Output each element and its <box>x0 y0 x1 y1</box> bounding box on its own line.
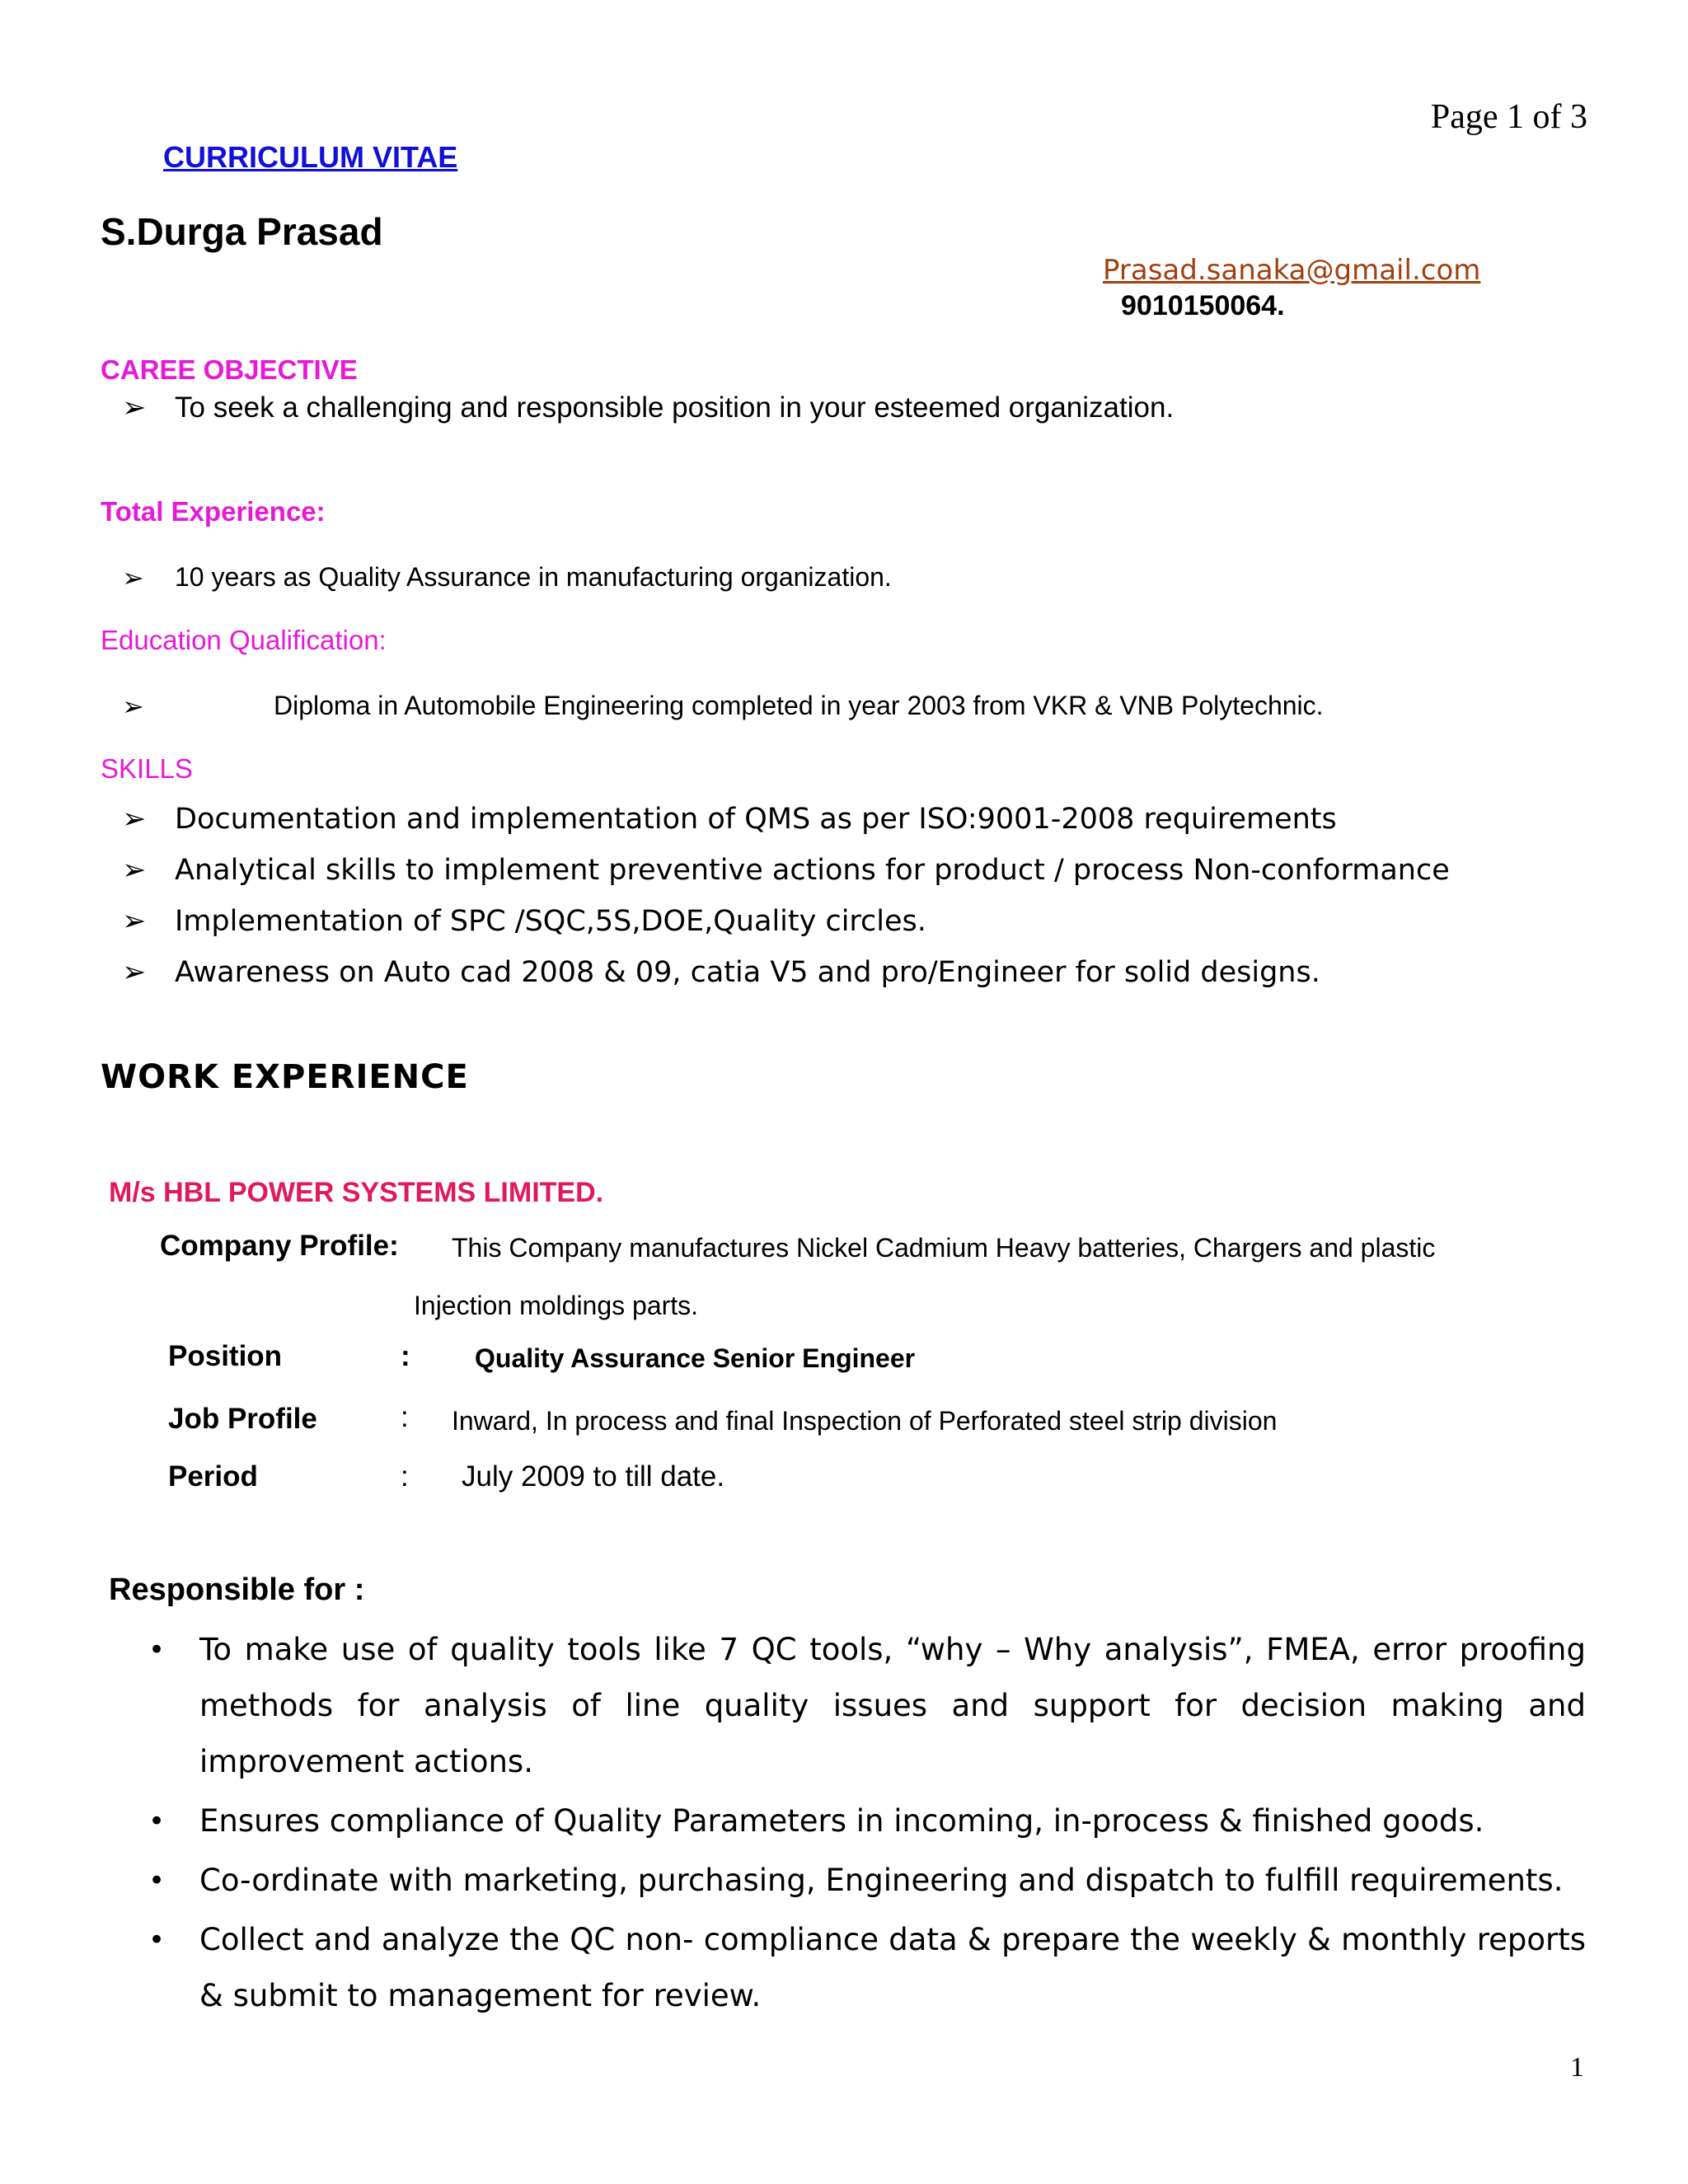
arrow-bullet-icon: ➢ <box>122 956 147 989</box>
responsibilities-list <box>142 1622 1586 2027</box>
arrow-bullet-icon: ➢ <box>122 803 147 836</box>
skill-text: Awareness on Auto cad 2008 & 09, catia V5 and pro/Engineer for solid designs. <box>175 956 1320 989</box>
page-number: 1 <box>1570 2052 1584 2083</box>
position-value: Quality Assurance Senior Engineer <box>475 1343 916 1373</box>
phone-number: 9010150064. <box>1121 290 1285 321</box>
objective-text: To seek a challenging and responsible position in your esteemed organization. <box>175 391 1175 424</box>
round-bullet-icon: • <box>148 1805 166 1838</box>
responsibility-item <box>142 1793 1586 1849</box>
period-colon: : <box>401 1460 409 1493</box>
skills-heading: SKILLS <box>101 753 193 784</box>
job-profile-value: Inward, In process and final Inspection of Perforated steel strip division <box>452 1406 1278 1436</box>
experience-text: 10 years as Quality Assurance in manufacturing organization. <box>175 562 892 592</box>
responsibility-item <box>142 1622 1586 1790</box>
arrow-bullet-icon: ➢ <box>122 905 147 938</box>
page-indicator: Page 1 of 3 <box>1430 98 1587 136</box>
job-profile-colon: : <box>401 1401 409 1433</box>
period-label: Period <box>168 1460 258 1493</box>
company-profile-label: Company Profile: <box>160 1230 399 1262</box>
period-value: July 2009 to till date. <box>462 1460 725 1493</box>
responsibility-text: Co-ordinate with marketing, purchasing, Engineering and dispatch to fulfill requirements. <box>199 1863 1564 1898</box>
arrow-bullet-icon: ➢ <box>122 562 144 593</box>
arrow-bullet-icon: ➢ <box>122 691 144 722</box>
education-heading: Education Qualification: <box>101 625 387 655</box>
responsibilities-heading: Responsible for : <box>109 1572 365 1607</box>
position-label: Position <box>168 1340 283 1372</box>
company-profile-text-continued: Injection moldings parts. <box>414 1291 699 1320</box>
responsibility-item <box>142 1853 1586 1909</box>
arrow-bullet-icon: ➢ <box>122 854 147 887</box>
skill-text: Implementation of SPC /SQC,5S,DOE,Quality circles. <box>175 905 926 938</box>
objective-heading: CAREE OBJECTIVE <box>101 354 358 385</box>
arrow-bullet-icon: ➢ <box>122 391 147 424</box>
responsibility-text: Collect and analyze the QC non- compliance data & prepare the weekly & monthly reports & submit to management for review. <box>199 1922 1586 2013</box>
responsibility-text: To make use of quality tools like 7 QC tools, “why – Why analysis”, FMEA, error proofing methods for analysis of line quality issues and support for decision making and improvement actions. <box>199 1632 1586 1779</box>
responsibility-text: Ensures compliance of Quality Parameters in incoming, in-process & finished goods. <box>199 1803 1484 1839</box>
total-experience-heading: Total Experience: <box>101 496 326 527</box>
round-bullet-icon: • <box>148 1864 166 1897</box>
job-profile-label: Job Profile <box>168 1403 317 1435</box>
company-name: M/s HBL POWER SYSTEMS LIMITED. <box>109 1177 604 1208</box>
email-link[interactable]: Prasad.sanaka@gmail.com <box>1103 254 1481 287</box>
candidate-name: S.Durga Prasad <box>101 210 383 253</box>
round-bullet-icon: • <box>148 1633 166 1666</box>
company-profile-text: This Company manufactures Nickel Cadmium Heavy batteries, Chargers and plastic <box>452 1233 1436 1263</box>
document-title[interactable]: CURRICULUM VITAE <box>163 140 458 174</box>
skill-text: Documentation and implementation of QMS as per ISO:9001-2008 requirements <box>175 803 1337 836</box>
education-text: Diploma in Automobile Engineering completed in year 2003 from VKR & VNB Polytechnic. <box>274 691 1324 720</box>
position-colon: : <box>401 1340 410 1372</box>
round-bullet-icon: • <box>148 1924 166 1957</box>
skill-text: Analytical skills to implement preventive actions for product / process Non-conformance <box>175 854 1450 887</box>
work-experience-heading: WORK EXPERIENCE <box>101 1058 469 1096</box>
responsibility-item <box>142 1912 1586 2024</box>
